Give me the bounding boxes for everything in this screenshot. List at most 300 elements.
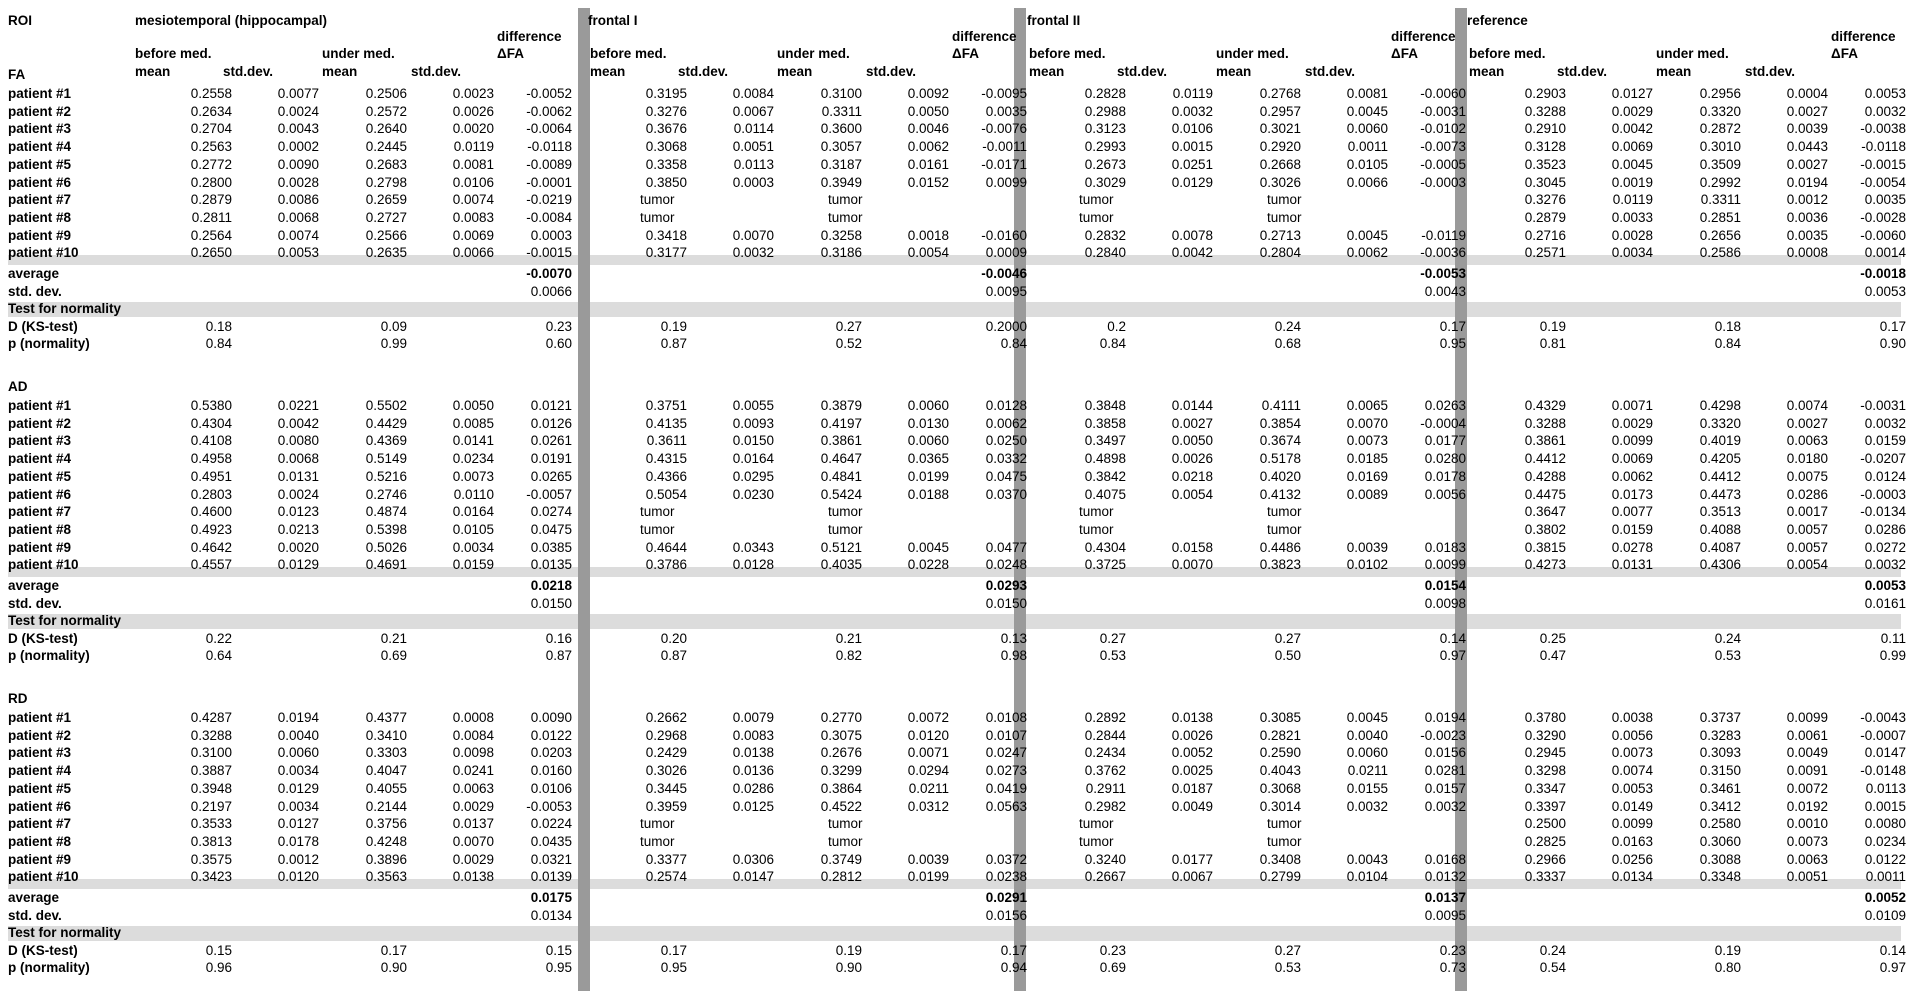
p-value: 0.69	[1099, 960, 1126, 975]
table-cell: 0.0057	[1786, 539, 1828, 555]
table-cell: 0.4019	[1699, 433, 1741, 449]
table-cell: 0.2844	[1084, 727, 1126, 743]
section-ad-average-value: 0.0293	[985, 578, 1027, 593]
table-cell: 0.3674	[1259, 433, 1301, 449]
table-cell: 0.2656	[1699, 227, 1741, 243]
table-cell: 0.3075	[820, 727, 862, 743]
table-cell: 0.0054	[1786, 557, 1828, 573]
table-cell: 0.3445	[645, 780, 687, 796]
ks-value: 0.17	[1879, 318, 1906, 334]
table-cell: 0.0067	[732, 103, 774, 119]
table-cell: 0.0273	[985, 763, 1027, 779]
p-value: 0.50	[1274, 648, 1301, 663]
table-cell: 0.0124	[1864, 468, 1906, 484]
group-1-under-mean-label: mean	[322, 64, 358, 79]
table-cell: 0.0312	[907, 798, 949, 814]
table-cell: 0.0306	[732, 851, 774, 867]
table-cell: 0.3240	[1084, 851, 1126, 867]
ks-value: 0.11	[1880, 630, 1906, 646]
table-cell: 0.0122	[530, 727, 572, 743]
table-cell: 0.3068	[1259, 780, 1301, 796]
table-cell: 0.3358	[645, 156, 687, 172]
table-cell: 0.0194	[1786, 174, 1828, 190]
p-value: 0.84	[1714, 336, 1741, 351]
table-cell: 0.2799	[1259, 869, 1301, 885]
table-cell: 0.0024	[277, 103, 319, 119]
group-2-under-mean-label: mean	[777, 64, 813, 79]
table-cell: 0.3725	[1084, 557, 1126, 573]
patient-row-label: patient #9	[8, 227, 72, 243]
table-cell: 0.4075	[1084, 486, 1126, 502]
ks-value: 0.18	[205, 318, 232, 334]
section-rd-std-value: 0.0156	[985, 907, 1027, 923]
table-cell: 0.0039	[1346, 539, 1388, 555]
table-cell: 0.0372	[985, 851, 1027, 867]
section-fa-std-label: std. dev.	[8, 283, 62, 299]
table-cell: 0.2676	[820, 745, 862, 761]
tumor-note: tumor	[640, 192, 675, 208]
ks-value: 0.15	[545, 942, 572, 958]
tumor-note: tumor	[1079, 521, 1114, 537]
table-cell: 0.4951	[190, 468, 232, 484]
section-fa-title: FA	[8, 67, 26, 82]
section-rd-average-value: 0.0291	[985, 890, 1027, 905]
table-cell: 0.0081	[452, 156, 494, 172]
table-cell: 0.0141	[452, 433, 494, 449]
table-cell: 0.0053	[1864, 86, 1906, 101]
table-cell: 0.3303	[365, 745, 407, 761]
table-cell: -0.0031	[1860, 398, 1906, 413]
table-cell: 0.0032	[732, 245, 774, 261]
table-cell: 0.4287	[190, 710, 232, 725]
ks-value: 0.20	[660, 630, 687, 646]
table-cell: 0.4412	[1699, 468, 1741, 484]
p-value: 0.52	[835, 336, 862, 351]
table-cell: 0.3026	[1259, 174, 1301, 190]
table-cell: 0.0211	[1347, 763, 1388, 779]
ks-value: 0.09	[380, 318, 407, 334]
tumor-note: tumor	[828, 209, 863, 225]
table-cell: -0.0043	[1860, 710, 1906, 725]
ks-value: 0.17	[380, 942, 407, 958]
table-cell: 0.0028	[1611, 227, 1653, 243]
table-cell: 0.0119	[453, 139, 494, 155]
table-cell: 0.3045	[1524, 174, 1566, 190]
table-cell: 0.0063	[1786, 433, 1828, 449]
section-rd-std-value: 0.0134	[530, 907, 572, 923]
section-rd-normality-heading: Test for normality	[8, 925, 122, 940]
table-cell: 0.5398	[365, 521, 407, 537]
table-cell: 0.3150	[1699, 763, 1741, 779]
table-cell: 0.0052	[1171, 745, 1213, 761]
ks-value: 0.2	[1107, 318, 1126, 334]
table-cell: 0.0108	[985, 710, 1027, 725]
table-cell: 0.0019	[1611, 174, 1653, 190]
p-value: 0.54	[1539, 960, 1566, 975]
table-cell: 0.0054	[907, 245, 949, 261]
group-2-difference-label: difference	[952, 29, 1017, 44]
table-cell: 0.3276	[645, 103, 687, 119]
table-cell: 0.2500	[1524, 816, 1566, 832]
p-value: 0.53	[1274, 960, 1301, 975]
patient-row-label: patient #9	[8, 851, 72, 867]
table-cell: 0.0164	[732, 451, 774, 467]
table-cell: 0.0056	[1424, 486, 1466, 502]
table-cell: 0.0050	[907, 103, 949, 119]
table-cell: 0.0106	[452, 174, 494, 190]
table-cell: 0.0265	[530, 468, 572, 484]
group-1-under-label: under med.	[322, 46, 395, 61]
table-cell: 0.0173	[1611, 486, 1653, 502]
table-cell: 0.0004	[1786, 86, 1828, 101]
section-ad-std-value: 0.0161	[1864, 595, 1906, 611]
table-cell: 0.0113	[1865, 780, 1906, 796]
patient-row-label: patient #2	[8, 103, 72, 119]
ks-value: 0.22	[205, 630, 232, 646]
group-3-difference-label: difference	[1391, 29, 1456, 44]
tumor-note: tumor	[1267, 209, 1302, 225]
ks-value: 0.17	[1000, 942, 1027, 958]
table-cell: -0.0119	[1421, 227, 1466, 243]
table-cell: -0.0003	[1420, 174, 1466, 190]
table-cell: 0.2586	[1699, 245, 1741, 261]
table-cell: 0.3320	[1699, 415, 1741, 431]
section-ad-std-value: 0.0098	[1424, 595, 1466, 611]
table-cell: 0.0138	[452, 869, 494, 885]
table-cell: 0.0286	[1864, 521, 1906, 537]
table-cell: -0.0060	[1860, 227, 1906, 243]
table-cell: 0.3850	[645, 174, 687, 190]
table-cell: 0.0199	[907, 468, 949, 484]
table-cell: 0.0183	[1424, 539, 1466, 555]
table-cell: -0.0062	[526, 103, 572, 119]
table-cell: 0.2590	[1259, 745, 1301, 761]
tumor-note: tumor	[1079, 209, 1114, 225]
table-cell: 0.0295	[732, 468, 774, 484]
table-cell: 0.2650	[190, 245, 232, 261]
table-cell: 0.0032	[1346, 798, 1388, 814]
table-cell: 0.0099	[1611, 816, 1653, 832]
table-cell: 0.2768	[1259, 86, 1301, 101]
section-fa-average-value: -0.0018	[1860, 266, 1906, 281]
table-cell: 0.0177	[1424, 433, 1466, 449]
table-cell: 0.0199	[907, 869, 949, 885]
table-cell: 0.0015	[1171, 139, 1213, 155]
table-cell: 0.2683	[365, 156, 407, 172]
table-cell: 0.2770	[820, 710, 862, 725]
table-cell: 0.0218	[1171, 468, 1213, 484]
tumor-note: tumor	[1267, 833, 1302, 849]
table-cell: 0.0049	[1171, 798, 1213, 814]
table-cell: 0.0002	[277, 139, 319, 155]
table-cell: 0.0018	[907, 227, 949, 243]
table-cell: 0.0104	[1346, 869, 1388, 885]
table-cell: 0.3786	[645, 557, 687, 573]
table-cell: 0.0069	[1611, 139, 1653, 155]
table-cell: 0.0045	[1346, 710, 1388, 725]
table-cell: 0.3299	[820, 763, 862, 779]
table-cell: 0.0138	[732, 745, 774, 761]
table-cell: 0.2634	[190, 103, 232, 119]
table-cell: 0.2892	[1084, 710, 1126, 725]
table-cell: 0.0149	[1611, 798, 1653, 814]
table-cell: -0.0004	[1420, 415, 1466, 431]
table-cell: -0.0118	[527, 139, 572, 155]
table-cell: -0.0053	[526, 798, 572, 814]
table-cell: 0.0370	[985, 486, 1027, 502]
table-cell: 0.0009	[985, 245, 1027, 261]
table-cell: 0.0035	[1786, 227, 1828, 243]
table-cell: 0.2668	[1259, 156, 1301, 172]
table-cell: 0.0080	[277, 433, 319, 449]
table-cell: -0.0052	[526, 86, 572, 101]
table-cell: 0.2580	[1699, 816, 1741, 832]
table-cell: 0.0192	[1786, 798, 1828, 814]
table-cell: 0.0129	[277, 557, 319, 573]
ks-value: 0.19	[1539, 318, 1566, 334]
table-cell: 0.0032	[1864, 103, 1906, 119]
table-cell: -0.0005	[1420, 156, 1466, 172]
table-cell: 0.0042	[1171, 245, 1213, 261]
group-3-under-mean-label: mean	[1216, 64, 1252, 79]
ks-value: 0.21	[835, 630, 862, 646]
patient-row-label: patient #1	[8, 86, 72, 101]
table-cell: 0.3377	[645, 851, 687, 867]
table-cell: 0.0090	[530, 710, 572, 725]
table-cell: 0.0065	[1346, 398, 1388, 413]
p-value: 0.97	[1879, 960, 1906, 975]
table-cell: 0.0062	[1611, 468, 1653, 484]
table-cell: 0.2966	[1524, 851, 1566, 867]
roi-label: ROI	[8, 13, 33, 28]
table-cell: -0.0007	[1860, 727, 1906, 743]
table-cell: 0.0127	[1611, 86, 1653, 101]
table-cell: 0.2445	[365, 139, 407, 155]
p-value: 0.90	[835, 960, 862, 975]
table-cell: 0.3177	[645, 245, 687, 261]
table-cell: 0.0120	[907, 727, 949, 743]
table-cell: 0.0051	[732, 139, 774, 155]
ks-value: 0.2000	[985, 318, 1027, 334]
table-cell: 0.3088	[1699, 851, 1741, 867]
table-cell: 0.3563	[365, 869, 407, 885]
patient-row-label: patient #9	[8, 539, 72, 555]
table-cell: 0.2662	[645, 710, 687, 725]
table-cell: 0.0248	[985, 557, 1027, 573]
ks-value: 0.27	[835, 318, 862, 334]
p-value: 0.53	[1099, 648, 1126, 663]
table-cell: 0.0010	[1786, 816, 1828, 832]
table-cell: -0.0118	[1861, 139, 1906, 155]
p-value: 0.87	[545, 648, 572, 663]
table-cell: 0.3029	[1084, 174, 1126, 190]
table-cell: 0.0025	[1171, 763, 1213, 779]
table-cell: 0.0053	[277, 245, 319, 261]
table-cell: 0.0099	[1786, 710, 1828, 725]
section-rd-std-label: std. dev.	[8, 907, 62, 923]
table-cell: 0.0029	[1611, 415, 1653, 431]
ks-value: 0.24	[1274, 318, 1301, 334]
table-cell: 0.0178	[277, 833, 319, 849]
table-cell: 0.3647	[1524, 504, 1566, 520]
table-cell: 0.2434	[1084, 745, 1126, 761]
group-3-before-mean-label: mean	[1029, 64, 1065, 79]
table-cell: 0.0185	[1346, 451, 1388, 467]
table-cell: 0.4691	[365, 557, 407, 573]
table-cell: 0.2811	[191, 209, 232, 225]
table-cell: 0.0070	[1171, 557, 1213, 573]
table-cell: 0.3348	[1699, 869, 1741, 885]
table-cell: 0.5149	[365, 451, 407, 467]
table-cell: 0.0026	[1171, 451, 1213, 467]
table-cell: 0.0443	[1786, 139, 1828, 155]
table-cell: 0.2506	[365, 86, 407, 101]
p-value: 0.96	[205, 960, 232, 975]
table-cell: 0.4088	[1699, 521, 1741, 537]
table-cell: 0.0008	[452, 710, 494, 725]
p-value: 0.60	[545, 336, 572, 351]
table-cell: 0.4429	[365, 415, 407, 431]
table-cell: 0.0071	[907, 745, 949, 761]
table-cell: 0.0042	[1611, 121, 1653, 137]
table-cell: 0.0070	[1346, 415, 1388, 431]
p-value: 0.90	[380, 960, 407, 975]
table-cell: 0.4132	[1259, 486, 1301, 502]
table-cell: 0.2667	[1084, 869, 1126, 885]
tumor-note: tumor	[1079, 833, 1114, 849]
tumor-note: tumor	[1079, 504, 1114, 520]
group-4-difference-label: difference	[1831, 29, 1896, 44]
table-cell: 0.2993	[1084, 139, 1126, 155]
ks-value: 0.19	[835, 942, 862, 958]
table-cell: 0.3523	[1524, 156, 1566, 172]
table-cell: 0.0278	[1611, 539, 1653, 555]
section-fa-std-value: 0.0053	[1864, 283, 1906, 299]
patient-row-label: patient #10	[8, 557, 79, 573]
table-cell: 0.5424	[820, 486, 862, 502]
table-cell: 0.4315	[645, 451, 687, 467]
table-cell: 0.0060	[1346, 745, 1388, 761]
ks-value: 0.23	[1439, 942, 1466, 958]
table-cell: 0.0061	[1786, 727, 1828, 743]
table-cell: 0.0294	[907, 763, 949, 779]
table-cell: 0.3896	[365, 851, 407, 867]
p-value: 0.90	[1879, 336, 1906, 351]
table-cell: 0.0121	[530, 398, 572, 413]
group-2-title: frontal I	[588, 13, 638, 28]
table-cell: 0.3842	[1084, 468, 1126, 484]
section-fa-std-value: 0.0043	[1424, 283, 1466, 299]
table-cell: 0.4020	[1259, 468, 1301, 484]
ks-value: 0.27	[1099, 630, 1126, 646]
table-cell: 0.0079	[732, 710, 774, 725]
p-value: 0.98	[1000, 648, 1027, 663]
table-cell: 0.0132	[1424, 869, 1466, 885]
table-cell: 0.3823	[1259, 557, 1301, 573]
group-3-before-label: before med.	[1029, 46, 1106, 61]
group-3-title: frontal II	[1027, 13, 1081, 28]
table-cell: 0.0221	[277, 398, 319, 413]
table-cell: 0.0125	[732, 798, 774, 814]
table-cell: -0.0038	[1860, 121, 1906, 137]
table-cell: 0.0130	[907, 415, 949, 431]
patient-row-label: patient #3	[8, 433, 72, 449]
table-cell: 0.0139	[530, 869, 572, 885]
table-cell: 0.3283	[1699, 727, 1741, 743]
table-cell: 0.3858	[1084, 415, 1126, 431]
table-cell: 0.0062	[985, 415, 1027, 431]
table-cell: 0.0234	[1864, 833, 1906, 849]
table-cell: 0.0024	[277, 486, 319, 502]
normality-header-band-fa	[8, 302, 1901, 317]
table-cell: 0.2804	[1259, 245, 1301, 261]
table-cell: 0.0251	[1171, 156, 1213, 172]
table-cell: 0.3128	[1524, 139, 1566, 155]
table-cell: 0.2840	[1084, 245, 1126, 261]
table-cell: 0.0043	[1346, 851, 1388, 867]
table-cell: 0.0083	[452, 209, 494, 225]
table-cell: -0.0003	[1860, 486, 1906, 502]
table-cell: 0.0157	[1424, 780, 1466, 796]
table-cell: 0.3195	[645, 86, 687, 101]
table-cell: 0.0419	[985, 780, 1027, 796]
table-cell: 0.3288	[190, 727, 232, 743]
table-cell: 0.0012	[1786, 192, 1828, 208]
table-cell: 0.0023	[452, 86, 494, 101]
table-cell: 0.0228	[907, 557, 949, 573]
table-cell: 0.4248	[365, 833, 407, 849]
table-cell: 0.0138	[1171, 710, 1213, 725]
section-ad-std-label: std. dev.	[8, 595, 62, 611]
table-cell: 0.3068	[645, 139, 687, 155]
table-cell: 0.0060	[1346, 121, 1388, 137]
patient-row-label: patient #6	[8, 486, 72, 502]
table-cell: 0.0045	[907, 539, 949, 555]
tumor-note: tumor	[1267, 192, 1302, 208]
ks-value: 0.27	[1274, 630, 1301, 646]
table-cell: -0.0171	[981, 156, 1027, 172]
table-cell: 0.3756	[365, 816, 407, 832]
p-value: 0.97	[1439, 648, 1466, 663]
p-value: 0.47	[1539, 648, 1566, 663]
table-cell: 0.0163	[1611, 833, 1653, 849]
table-cell: 0.0475	[530, 521, 572, 537]
table-cell: 0.3802	[1524, 521, 1566, 537]
table-cell: -0.0095	[981, 86, 1027, 101]
table-cell: 0.3187	[820, 156, 862, 172]
table-cell: 0.0135	[530, 557, 572, 573]
table-cell: 0.2911	[1085, 780, 1126, 796]
table-cell: 0.0343	[732, 539, 774, 555]
patient-row-label: patient #1	[8, 398, 72, 413]
patient-row-label: patient #7	[8, 504, 72, 520]
table-cell: 0.0256	[1611, 851, 1653, 867]
table-cell: 0.0150	[732, 433, 774, 449]
table-cell: 0.3861	[1524, 433, 1566, 449]
table-cell: 0.0008	[1786, 245, 1828, 261]
section-fa-average-value: -0.0053	[1420, 266, 1466, 281]
table-cell: 0.0039	[907, 851, 949, 867]
table-cell: 0.0074	[452, 192, 494, 208]
table-cell: 0.0122	[1864, 851, 1906, 867]
table-cell: 0.2920	[1259, 139, 1301, 155]
table-cell: 0.3780	[1524, 710, 1566, 725]
table-cell: 0.0131	[1611, 557, 1653, 573]
table-cell: 0.0027	[1786, 156, 1828, 172]
table-cell: 0.0074	[1611, 763, 1653, 779]
patient-row-label: patient #3	[8, 121, 72, 137]
group-4-under-mean-label: mean	[1656, 64, 1692, 79]
